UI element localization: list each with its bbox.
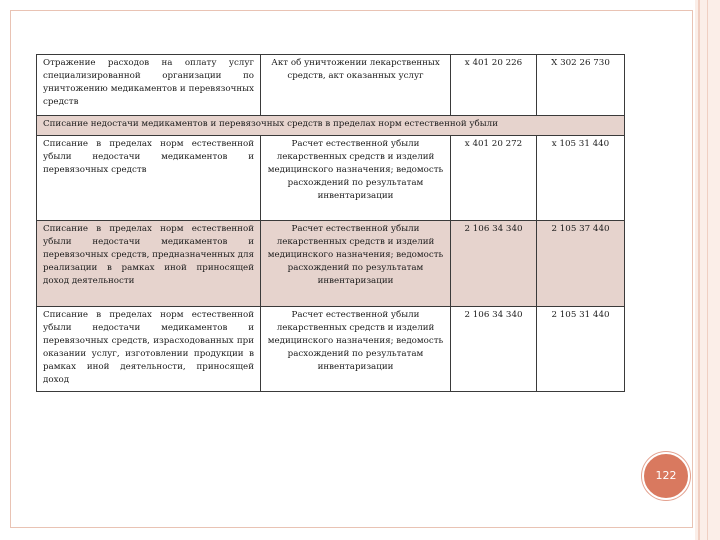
credit-cell: х 105 31 440 [537,136,625,221]
document-cell: Расчет естественной убыли лекарственных средств и изделий медицинского назначения; ведомость расхождений по результатам инвентаризации [261,136,451,221]
document-cell: Акт об уничтожении лекарственных средств, акт оказанных услуг [261,55,451,116]
credit-cell: 2 105 37 440 [537,221,625,307]
debit-cell: 2 106 34 340 [451,221,537,307]
debit-cell: 2 106 34 340 [451,307,537,392]
document-cell: Расчет естественной убыли лекарственных средств и изделий медицинского назначения; ведомость расхождений по результатам инвентаризации [261,307,451,392]
operation-cell: Списание в пределах норм естественной убыли недостачи медикаментов и перевязочных средств, израсходованных при оказании услуг, изготовлении продукции в рамках иной деятельности, приносящей доход [37,307,261,392]
credit-cell: 2 105 31 440 [537,307,625,392]
operation-cell: Списание в пределах норм естественной убыли недостачи медикаментов и перевязочных средств, предназначенных для реализации в рамках иной приносящей доход деятельности [37,221,261,307]
credit-cell: Х 302 26 730 [537,55,625,116]
debit-cell: х 401 20 226 [451,55,537,116]
debit-cell: х 401 20 272 [451,136,537,221]
table-row [37,55,625,116]
accounting-entries-table [36,54,625,392]
section-row [37,116,625,136]
table-row [37,136,625,221]
document-cell: Расчет естественной убыли лекарственных средств и изделий медицинского назначения; ведомость расхождений по результатам инвентаризации [261,221,451,307]
table-row [37,221,625,307]
operation-cell: Списание в пределах норм естественной убыли недостачи медикаментов и перевязочных средств [37,136,261,221]
rail-line [707,0,708,540]
table-row [37,307,625,392]
operation-cell: Отражение расходов на оплату услуг специализированной организации по уничтожению медикаментов и перевязочных средств [37,55,261,116]
rail-line [698,0,700,540]
page-number-badge: 122 [642,452,690,500]
section-title: Списание недостачи медикаментов и перевязочных средств в пределах норм естественной убыли [37,116,625,136]
